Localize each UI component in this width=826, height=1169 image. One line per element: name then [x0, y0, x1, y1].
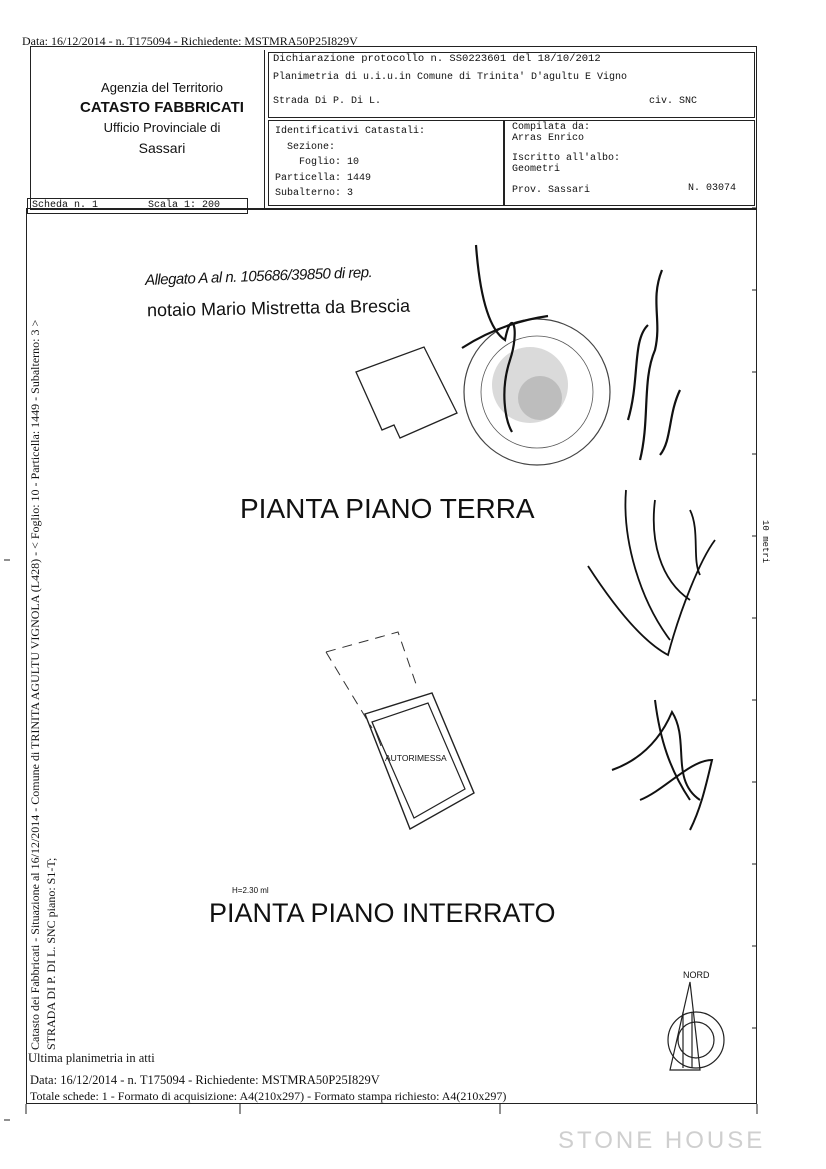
- allegato-annotation: Allegato A al n. 105686/39850 di rep.: [144, 264, 373, 289]
- subalterno-field: Subalterno: 3: [275, 188, 354, 199]
- north-label: NORD: [683, 970, 710, 980]
- scale-label: Scala 1: 200: [148, 200, 221, 211]
- office-city: Sassari: [138, 140, 186, 156]
- last-plan-note: Ultima planimetria in atti: [28, 1051, 155, 1065]
- plan-line: Planimetria di u.i.u.in Comune di Trinita' D'agultu E Vigno: [273, 72, 628, 83]
- handwritten-signature-middle: [588, 490, 715, 655]
- particella-field: Particella: 1449: [275, 172, 372, 184]
- protocol-line: Dichiarazione protocollo n. SS0223601 del 18/10/2012: [273, 53, 601, 65]
- foglio-field: Foglio: 10: [299, 157, 360, 168]
- top-stamp: Data: 16/12/2014 - n. T175094 - Richiedente: MSTMRA50P25I829V: [22, 34, 358, 48]
- scale-bar: [752, 208, 757, 1028]
- civic-number: civ. SNC: [649, 96, 698, 107]
- agency-name: Agenzia del Territorio: [101, 80, 223, 95]
- catasto-title: CATASTO FABBRICATI: [80, 99, 244, 116]
- province: Prov. Sassari: [512, 185, 591, 196]
- footer-stamp: Data: 16/12/2014 - n. T175094 - Richiedente: MSTMRA50P25I829V: [30, 1073, 380, 1087]
- ground-floor-title: PIANTA PIANO TERRA: [240, 493, 535, 524]
- height-label: H=2.30 ml: [232, 886, 269, 895]
- street-line: Strada Di P. Di L.: [273, 96, 382, 107]
- sezione-field: Sezione:: [287, 141, 336, 153]
- address-floor-vertical: STRADA DI P. DI L. SNC piano: S1-T;: [44, 857, 58, 1050]
- albo-value: Geometri: [512, 164, 561, 175]
- scheda-number: Scheda n. 1: [32, 200, 99, 211]
- notary-seal-icon: [464, 319, 610, 465]
- compiled-label: Compilata da:: [512, 122, 591, 133]
- identifiers-heading: Identificativi Catastali:: [275, 126, 426, 137]
- basement-title: PIANTA PIANO INTERRATO: [209, 898, 556, 928]
- cadastral-situation-vertical: Catasto dei Fabbricati - Situazione al 16/12/2014 - Comune di TRINITA AGULTU VIGNOLA (L428) - < Foglio: 10 - Particella: 1449 - Subalterno: 3 >: [28, 319, 42, 1050]
- notary-annotation: notaio Mario Mistretta da Brescia: [146, 295, 411, 321]
- scale-bar-label: 10 metri: [760, 520, 770, 564]
- basement-dashed-outline: [326, 632, 416, 684]
- watermark-text: STONE HOUSE: [558, 1127, 766, 1154]
- handwritten-signature-bottom: [612, 700, 712, 830]
- albo-label: Iscritto all'albo:: [512, 153, 621, 164]
- handwritten-signature-top: [462, 245, 680, 460]
- compiled-name: Arras Enrico: [512, 133, 585, 144]
- north-arrow-icon: [668, 982, 724, 1070]
- garage-label: AUTORIMESSA: [385, 753, 447, 763]
- footer-totals: Totale schede: 1 - Formato di acquisizione: A4(210x297) - Formato stampa richiesto: A4(210x297): [30, 1089, 507, 1103]
- registration-number: N. 03074: [688, 183, 737, 194]
- office-label: Ufficio Provinciale di: [103, 120, 221, 135]
- ground-floor-outline: [356, 347, 457, 438]
